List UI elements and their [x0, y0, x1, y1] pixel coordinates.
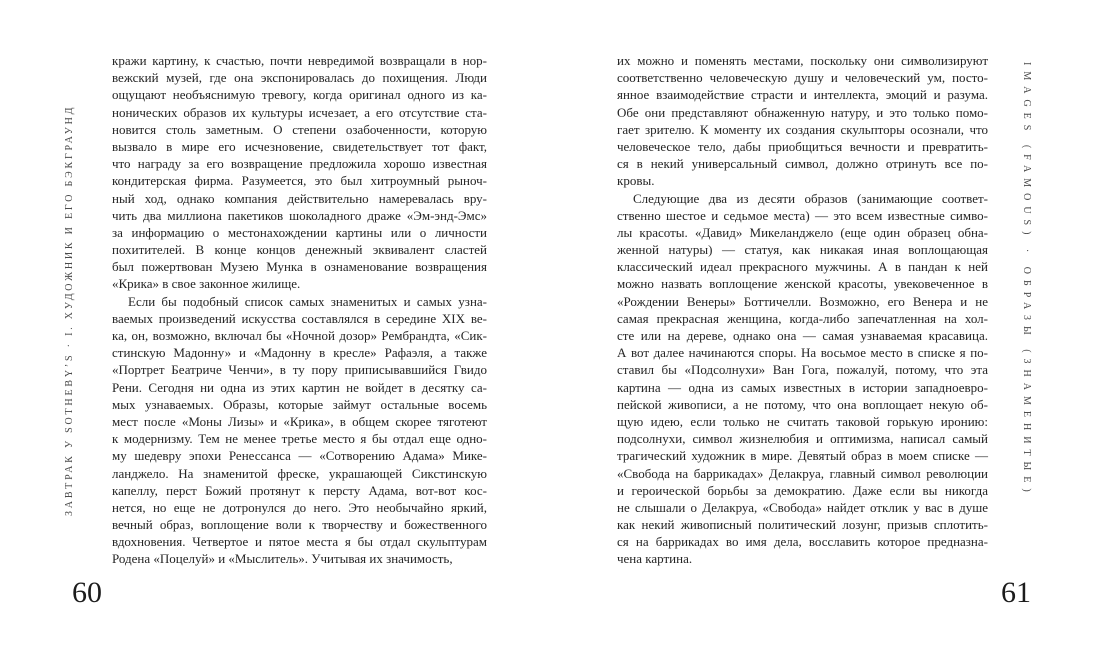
text-line: му шедевру эпохи Ренессанса — «Сотворению Адама» Мике-	[112, 448, 487, 464]
right-margin-caption: IMAGES (FAMOUS) · ОБРАЗЫ (ЗНАМЕНИТЫЕ)	[1021, 62, 1032, 498]
text-line: «Рождении Венеры» Боттичелли. Возможно, его Венера и не	[617, 293, 988, 309]
text-line: был пожертвован Музею Мунка в ознаменование возвращения	[112, 259, 487, 275]
text-line: Родена «Поцелуй» и «Мыслитель». Учитывая их значимость,	[112, 551, 453, 567]
text-line: не слышали о Делакруа, «Свобода» найдет отклик у вас в душе	[617, 499, 988, 515]
text-line: и героической борьбы за демократию. Даже если вы никогда	[617, 482, 988, 498]
text-line: кондитерская фирма. Разумеется, это был хитроумный рыноч-	[112, 173, 487, 189]
text-line: подсолнухи, символ жизнелюбия и оптимизма, написал самый	[617, 431, 988, 447]
text-line: кражи картину, к счастью, почти невредимой возвращали в нор-	[112, 53, 487, 68]
text-line: можно назвать воплощение женской красоты, увековеченное в	[617, 276, 988, 292]
text-line: «Крика» в свое законное жилище.	[112, 276, 301, 292]
text-line: мест после «Моны Лизы» и «Крика», в общем скорее тяготеют	[112, 413, 487, 429]
text-line: пейской живописи, а не потому, что она воплощает некую об-	[617, 396, 988, 412]
text-line: женной натуры) — статуя, как никакая иная воплощающая	[617, 242, 988, 258]
left-page-number: 60	[72, 576, 102, 609]
text-line: нется, но еще не дотронулся до него. Это необычайно яркий,	[112, 499, 487, 515]
text-line: Следующие два из десяти образов (занимающие соответ-	[633, 190, 988, 206]
text-line: лы красоты. «Давид» Микеланджело (еще один образец обна-	[617, 224, 988, 240]
text-line: классический идеал прекрасного мужчины. А в пандан к ней	[617, 259, 988, 275]
text-line: ка, он, возможно, включал бы «Ночной дозор» Рембрандта, «Сик-	[112, 328, 487, 343]
text-line: Обе они представляют обнаженную натуру, и это только помо-	[617, 104, 988, 120]
text-line: «Свобода на баррикадах» Делакруа, главный символ революции	[617, 465, 988, 481]
text-line: как некий живописный политический лозунг, призыв сплотить-	[617, 517, 988, 533]
text-line: вызвало в мире его исчезновение, свидетельствует тот факт,	[112, 138, 487, 154]
text-line: новится столь заметным. О степени озабоченности, которую	[112, 121, 487, 137]
text-line: вечный образ, воплощение воли к творчеству и божественного	[112, 517, 487, 533]
text-line: за информацию о местонахождении картины или о личности	[112, 224, 487, 240]
text-line: кровы.	[617, 173, 655, 189]
text-line: Рени. Сегодня ни одна из этих картин не войдет в десятку са-	[112, 379, 487, 395]
text-line: ощущают необъяснимую тревогу, когда оригинал одного из ка-	[112, 87, 487, 103]
text-line: их можно и поменять местами, поскольку они символизируют	[617, 53, 988, 68]
text-line: чена картина.	[617, 551, 693, 567]
text-line: гает зрителю. К моменту их создания скульпторы осознали, что	[617, 121, 988, 137]
text-line: ставил бы «Подсолнухи» Ван Гога, пожалуй, потому, что эта	[617, 362, 988, 378]
text-line: похитителей. В конце концов денежный эквивалент сластей	[112, 242, 487, 258]
right-page-number: 61	[1001, 576, 1031, 609]
text-line: стинскую Мадонну» и «Мадонну в кресле» Рафаэля, а также	[112, 345, 487, 361]
text-line: к модернизму. Тем не менее третье место я бы отдал еще одно-	[112, 431, 487, 447]
text-line: чить два миллиона пакетиков шоколадного драже «Эм-энд-Эмс»	[112, 207, 487, 223]
text-line: ся в некий универсальный символ, должно отринуть все по-	[617, 156, 988, 172]
text-line: янное взаимодействие страсти и интеллекта, эмоций и разума.	[617, 87, 988, 103]
text-line: самая прекрасная женщина, когда-либо запечатленная на хол-	[617, 310, 988, 326]
text-line: ланджело. На знаменитой фреске, украшающей Сикстинскую	[112, 465, 487, 481]
text-line: нонических образов их культуры исчезает, а его отсутствие ста-	[112, 104, 487, 120]
text-line: картина — одна из самых известных в истории западноевро-	[617, 379, 988, 395]
text-line: А вот далее начинаются споры. На восьмое место в списке я по-	[617, 345, 988, 361]
text-line: что награду за его возвращение предложила хорошо известная	[112, 156, 487, 172]
text-line: щую идею, если только не считать таковой горькую иронию:	[617, 413, 988, 429]
right-page-text	[617, 52, 988, 568]
text-line: вежский музей, где она экспонировалась до похищения. Люди	[112, 70, 487, 86]
text-line: сте или на дереве, однако она — самая узнаваемая красавица.	[617, 328, 988, 343]
left-margin-caption: ЗАВТРАК У SOTHEBY’S · I. ХУДОЖНИК И ЕГО БЭКГРАУНД	[64, 104, 75, 516]
text-line: соответственно человеческую душу и человеческий ум, посто-	[617, 70, 988, 86]
text-line: человеческое тело, дабы приобщиться вечности и превратить-	[617, 138, 988, 154]
text-line: мых узнаваемых. Образы, которые займут остальные восемь	[112, 396, 487, 412]
text-line: «Портрет Беатриче Ченчи», в ту пору приписывавшийся Гвидо	[112, 362, 487, 378]
text-line: ственно шестое и седьмое места) — это всем известные симво-	[617, 207, 988, 223]
text-line: вдохновения. Четвертое и пятое места я бы отдал скульптурам	[112, 534, 487, 550]
left-page-text	[112, 52, 487, 568]
text-line: капеллу, перст Божий протянут к персту Адама, вот-вот кос-	[112, 482, 487, 498]
text-line: ваемых произведений искусства составлялся в середине XIX ве-	[112, 310, 487, 326]
text-line: ся на баррикадах во имя дела, восславить которое предназна-	[617, 534, 988, 550]
text-line: Если бы подобный список самых знаменитых и самых узна-	[128, 293, 487, 309]
text-line: трагический художник в мире. Девятый образ в моем списке —	[617, 448, 988, 464]
text-line: ный ход, однако компания действительно намеревалась вру-	[112, 190, 487, 206]
